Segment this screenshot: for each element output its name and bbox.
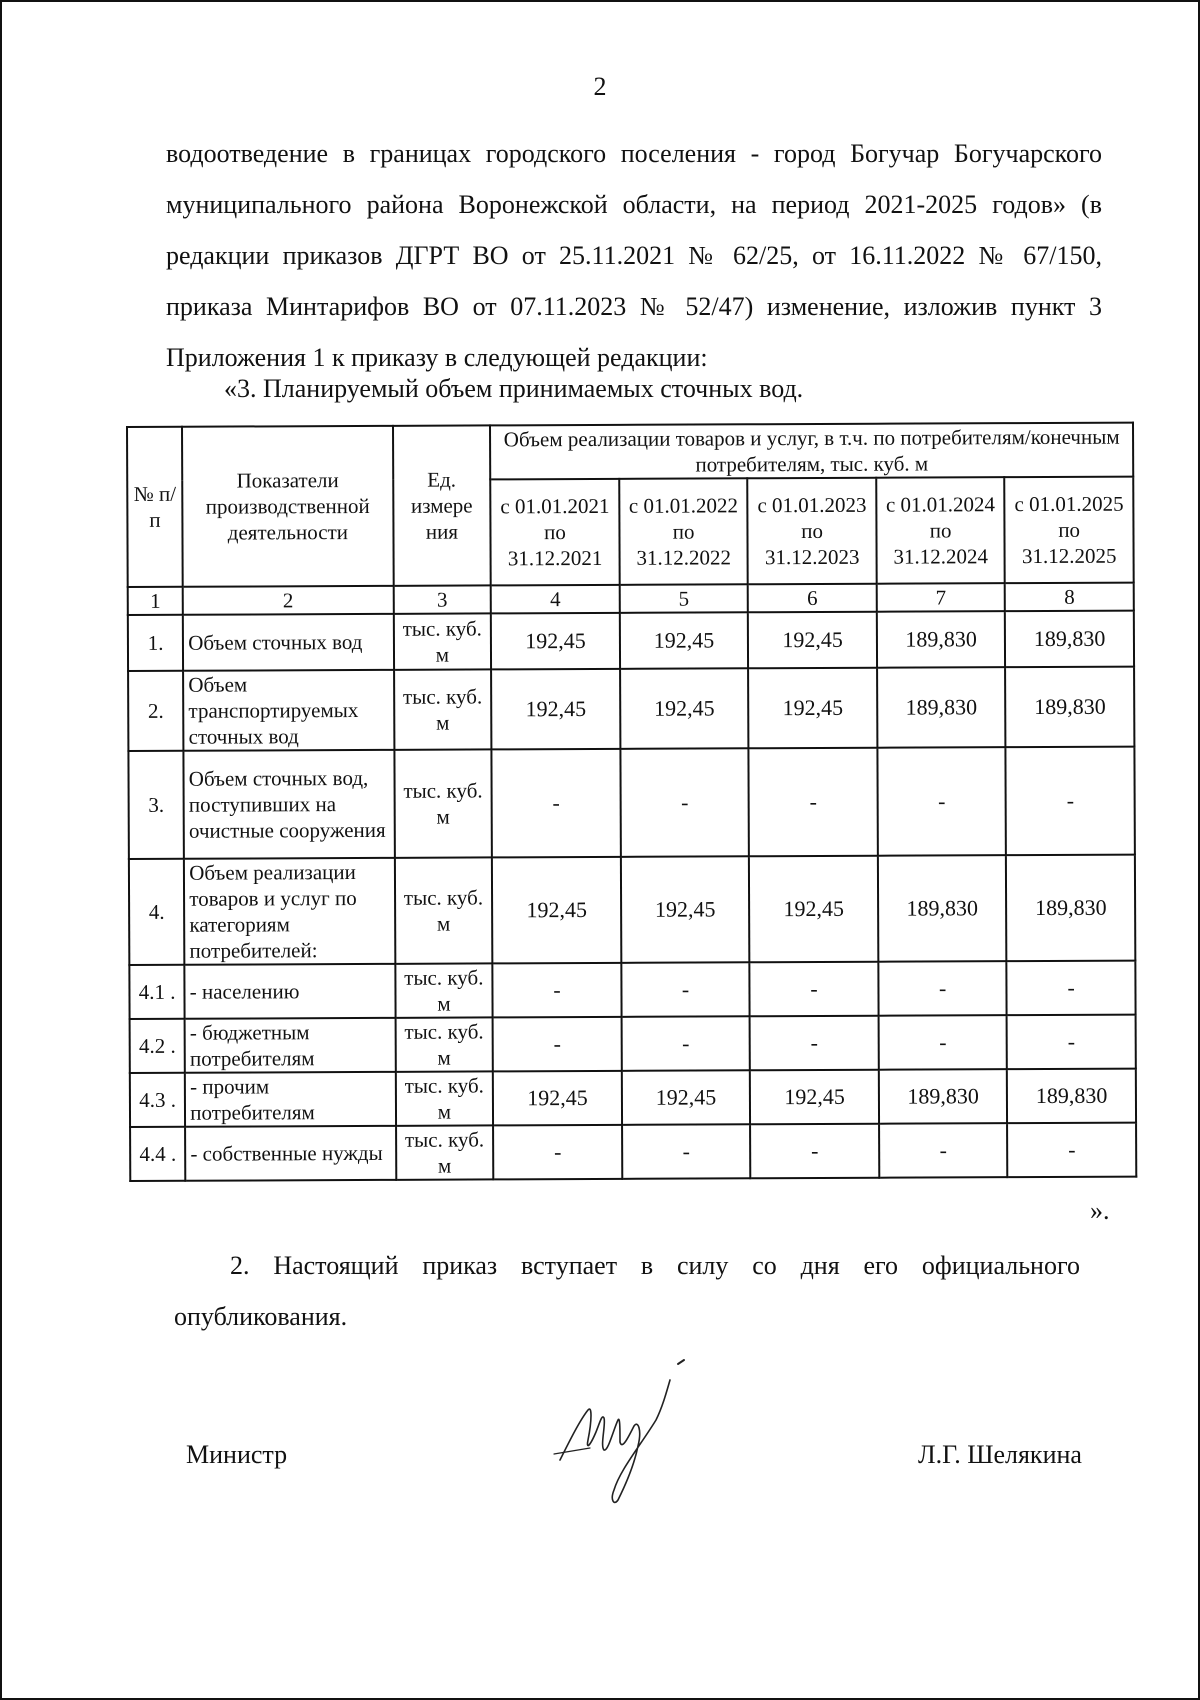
row-value: 192,45 bbox=[749, 856, 878, 963]
row-value: 189,830 bbox=[1006, 855, 1135, 962]
column-number: 2 bbox=[183, 586, 393, 615]
column-number: 6 bbox=[748, 584, 877, 613]
column-number: 5 bbox=[620, 584, 749, 613]
row-unit: тыс. куб. м bbox=[395, 1017, 493, 1071]
row-value: - bbox=[621, 962, 750, 1017]
row-value: 192,45 bbox=[620, 612, 749, 669]
header-volume-group: Объем реализации товаров и услуг, в т.ч. по потребителям/конечным потребителям, тыс. куб. м bbox=[490, 423, 1133, 480]
row-value: 189,830 bbox=[877, 611, 1006, 668]
header-period: с 01.01.2025 по 31.12.2025 bbox=[1005, 477, 1134, 584]
row-indicator: Объем реализации товаров и услуг по категориям потребителей: bbox=[184, 858, 395, 965]
row-value: - bbox=[878, 1015, 1007, 1070]
row-value: 189,830 bbox=[879, 1069, 1008, 1124]
effective-date-paragraph: 2. Настоящий приказ вступает в силу со дня его официального опубликования. bbox=[174, 1251, 1080, 1331]
row-value: 189,830 bbox=[1007, 1069, 1136, 1124]
table-row bbox=[129, 855, 1135, 965]
row-num: 3. bbox=[128, 751, 184, 859]
row-unit: тыс. куб. м bbox=[393, 613, 491, 669]
table-row bbox=[128, 611, 1134, 671]
table-row bbox=[130, 1015, 1136, 1073]
header-num: № п/п bbox=[127, 427, 183, 587]
row-value: - bbox=[878, 961, 1007, 1016]
column-number: 4 bbox=[491, 585, 620, 614]
body-paragraph: водоотведение в границах городского поселения - город Богучар Богучарского муниципального района Воронежской области, на период 2021-2025 годов» (в редакции приказов ДГРТ ВО от 25.11.2021 № 62/25, от 16.11.2022 № 67/150, приказа Минтарифов ВО от 07.11.2023 № 52/47) изменение, изложив пункт 3 Приложения 1 к приказу в следующей редакции: bbox=[166, 139, 1102, 372]
wastewater-volume-table bbox=[126, 422, 1137, 1182]
row-value: - bbox=[1006, 747, 1135, 856]
row-unit: тыс. куб. м bbox=[394, 669, 492, 749]
table-row bbox=[130, 1069, 1136, 1127]
table-row bbox=[129, 961, 1135, 1019]
column-number: 8 bbox=[1005, 583, 1134, 612]
row-value: - bbox=[620, 748, 749, 857]
row-value: - bbox=[492, 749, 621, 858]
row-value: 192,45 bbox=[748, 612, 877, 669]
row-value: 192,45 bbox=[621, 856, 750, 963]
row-value: - bbox=[750, 1016, 879, 1071]
table-row bbox=[130, 1123, 1136, 1181]
signer-name: Л.Г. Шелякина bbox=[918, 1440, 1082, 1469]
row-value: 189,830 bbox=[1005, 611, 1134, 668]
row-indicator: - населению bbox=[185, 964, 396, 1019]
header-period: с 01.01.2022 по 31.12.2022 bbox=[619, 478, 748, 585]
table-row bbox=[128, 747, 1134, 859]
row-num: 1. bbox=[128, 615, 183, 671]
row-value: - bbox=[877, 747, 1006, 856]
row-value: - bbox=[1007, 1015, 1136, 1070]
row-num: 4.1 . bbox=[129, 965, 184, 1019]
header-unit: Ед. измере ния bbox=[393, 425, 491, 585]
signature-block bbox=[0, 1440, 1200, 1520]
row-indicator: Объем сточных вод bbox=[183, 614, 394, 671]
row-indicator: - прочим потребителям bbox=[185, 1072, 396, 1127]
row-num: 2. bbox=[128, 671, 184, 751]
table-row bbox=[128, 667, 1134, 751]
column-number: 1 bbox=[128, 587, 183, 615]
row-num: 4. bbox=[129, 859, 185, 965]
row-value: 189,830 bbox=[1005, 667, 1134, 748]
row-num: 4.3 . bbox=[130, 1073, 185, 1127]
row-value: 192,45 bbox=[491, 669, 620, 750]
row-value: - bbox=[493, 1017, 622, 1072]
row-unit: тыс. куб. м bbox=[396, 1125, 494, 1179]
row-num: 4.4 . bbox=[130, 1127, 185, 1181]
row-value: 192,45 bbox=[493, 1071, 622, 1126]
row-indicator: Объем сточных вод, поступивших на очистные сооружения bbox=[184, 750, 395, 859]
header-period: с 01.01.2023 по 31.12.2023 bbox=[748, 478, 877, 585]
column-number: 3 bbox=[393, 585, 491, 613]
row-unit: тыс. куб. м bbox=[394, 857, 492, 963]
row-indicator: Объем транспортируемых сточных вод bbox=[183, 670, 394, 751]
row-value: 192,45 bbox=[748, 668, 877, 749]
row-indicator: - собственные нужды bbox=[185, 1126, 396, 1181]
column-number: 7 bbox=[877, 583, 1006, 612]
row-unit: тыс. куб. м bbox=[395, 963, 493, 1017]
row-unit: тыс. куб. м bbox=[394, 749, 492, 857]
header-period: с 01.01.2024 по 31.12.2024 bbox=[876, 477, 1005, 584]
row-value: - bbox=[749, 748, 878, 857]
row-num: 4.2 . bbox=[130, 1019, 185, 1073]
row-value: 192,45 bbox=[622, 1070, 751, 1125]
row-value: - bbox=[879, 1123, 1008, 1178]
row-value: - bbox=[493, 963, 622, 1018]
section-title: «3. Планируемый объем принимаемых сточных вод. bbox=[224, 374, 804, 403]
row-value: 189,830 bbox=[878, 855, 1007, 962]
signer-title: Министр bbox=[186, 1440, 288, 1469]
row-value: 189,830 bbox=[877, 667, 1006, 748]
row-value: 192,45 bbox=[620, 668, 749, 749]
row-value: - bbox=[1007, 961, 1136, 1016]
header-indicator: Показатели производственной деятельности bbox=[182, 426, 393, 587]
page-number: 2 bbox=[593, 72, 607, 101]
row-value: - bbox=[750, 1124, 879, 1179]
row-indicator: - бюджетным потребителям bbox=[185, 1018, 396, 1073]
row-value: 192,45 bbox=[750, 1070, 879, 1125]
row-value: - bbox=[1007, 1123, 1136, 1178]
row-value: - bbox=[621, 1016, 750, 1071]
row-value: 192,45 bbox=[492, 857, 621, 964]
row-unit: тыс. куб. м bbox=[395, 1071, 493, 1125]
row-value: 192,45 bbox=[491, 613, 620, 670]
row-value: - bbox=[750, 962, 879, 1017]
row-value: - bbox=[493, 1125, 622, 1180]
row-value: - bbox=[622, 1124, 751, 1179]
header-period: с 01.01.2021 по 31.12.2021 bbox=[491, 479, 620, 586]
closing-quote: ». bbox=[1090, 1196, 1110, 1225]
